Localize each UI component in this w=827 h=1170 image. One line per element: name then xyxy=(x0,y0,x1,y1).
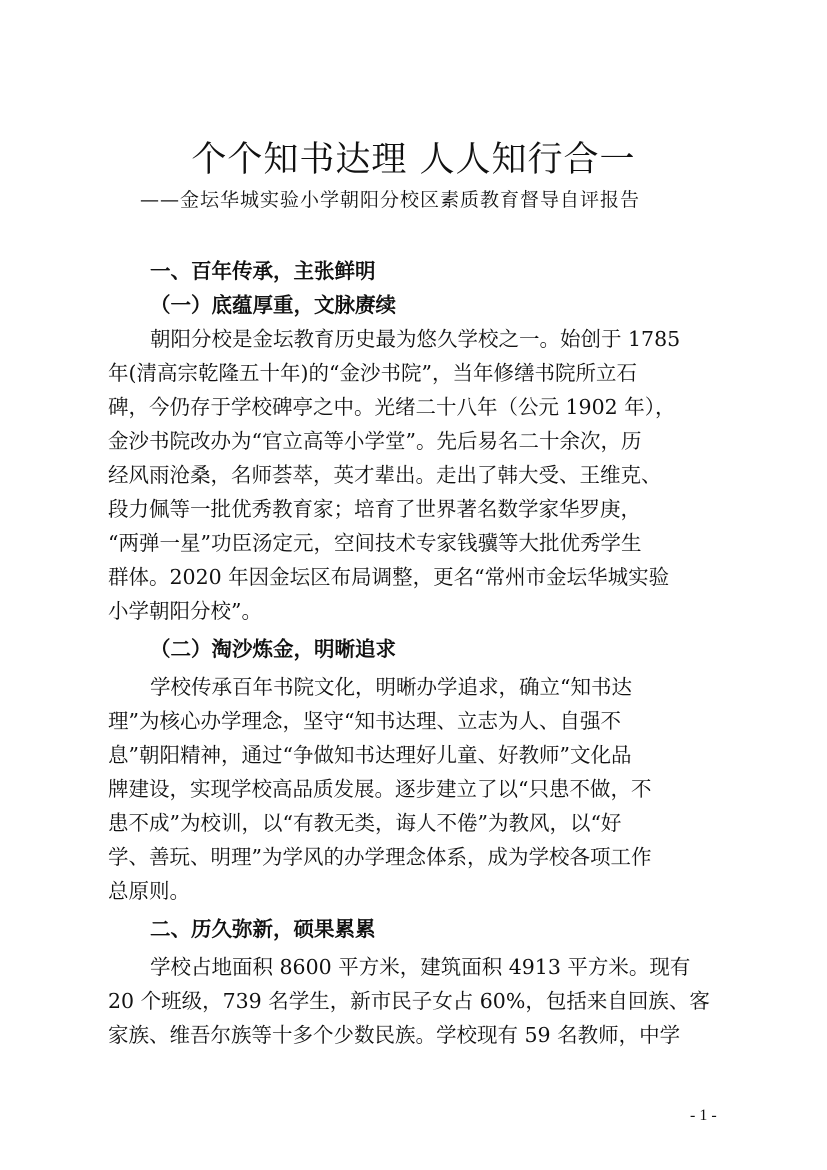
paragraph-line: 息”朝阳精神，通过“争做知书达理好儿童、好教师”文化品 xyxy=(108,743,632,767)
section-heading-1: 一、百年传承，主张鲜明 xyxy=(150,259,376,283)
paragraph-line: 小学朝阳分校”。 xyxy=(108,599,262,623)
section-heading-2: 二、历久弥新，硕果累累 xyxy=(150,917,376,941)
paragraph-line: “两弹一星”功臣汤定元，空间技术专家钱骥等大批优秀学生 xyxy=(108,531,642,555)
paragraph-line: 群体。2020 年因金坛区布局调整，更名“常州市金坛华城实验 xyxy=(108,565,670,589)
paragraph-line: 碑，今仍存于学校碑亭之中。光绪二十八年（公元 1902 年）， xyxy=(108,395,676,419)
paragraph-line: 金沙书院改办为“官立高等小学堂”。先后易名二十余次，历 xyxy=(108,429,642,453)
page-number: - 1 - xyxy=(690,1107,717,1124)
subsection-heading-2: （二）淘沙炼金，明晰追求 xyxy=(150,637,396,661)
paragraph-line: 年(清高宗乾隆五十年)的“金沙书院”，当年修缮书院所立石 xyxy=(108,361,637,385)
paragraph-line: 朝阳分校是金坛教育历史最为悠久学校之一。始创于 1785 xyxy=(150,327,681,351)
paragraph-line: 家族、维吾尔族等十多个少数民族。学校现有 59 名教师，中学 xyxy=(108,1023,681,1047)
paragraph-line: 学校占地面积 8600 平方米，建筑面积 4913 平方米。现有 xyxy=(150,955,691,979)
document-title: 个个知书达理 人人知行合一 xyxy=(191,140,636,180)
paragraph-line: 牌建设，实现学校高品质发展。逐步建立了以“只患不做，不 xyxy=(108,777,652,801)
paragraph-line: 段力佩等一批优秀教育家；培育了世界著名数学家华罗庚， xyxy=(108,497,641,521)
paragraph-line: 20 个班级，739 名学生，新市民子女占 60%，包括来自回族、客 xyxy=(108,989,710,1013)
subsection-heading-1: （一）底蕴厚重，文脉赓续 xyxy=(150,293,396,317)
paragraph-line: 学、善玩、明理”为学风的办学理念体系，成为学校各项工作 xyxy=(108,845,652,869)
paragraph-line: 总原则。 xyxy=(108,879,190,903)
paragraph-line: 患不成”为校训，以“有教无类，诲人不倦”为教风，以“好 xyxy=(108,811,622,835)
paragraph-line: 学校传承百年书院文化，明晰办学追求，确立“知书达 xyxy=(150,675,632,699)
paragraph-line: 理”为核心办学理念，坚守“知书达理、立志为人、自强不 xyxy=(108,709,621,733)
paragraph-line: 经风雨沧桑，名师荟萃，英才辈出。走出了韩大受、王维克、 xyxy=(108,463,662,487)
document-subtitle: ——金坛华城实验小学朝阳分校区素质教育督导自评报告 xyxy=(140,189,641,211)
